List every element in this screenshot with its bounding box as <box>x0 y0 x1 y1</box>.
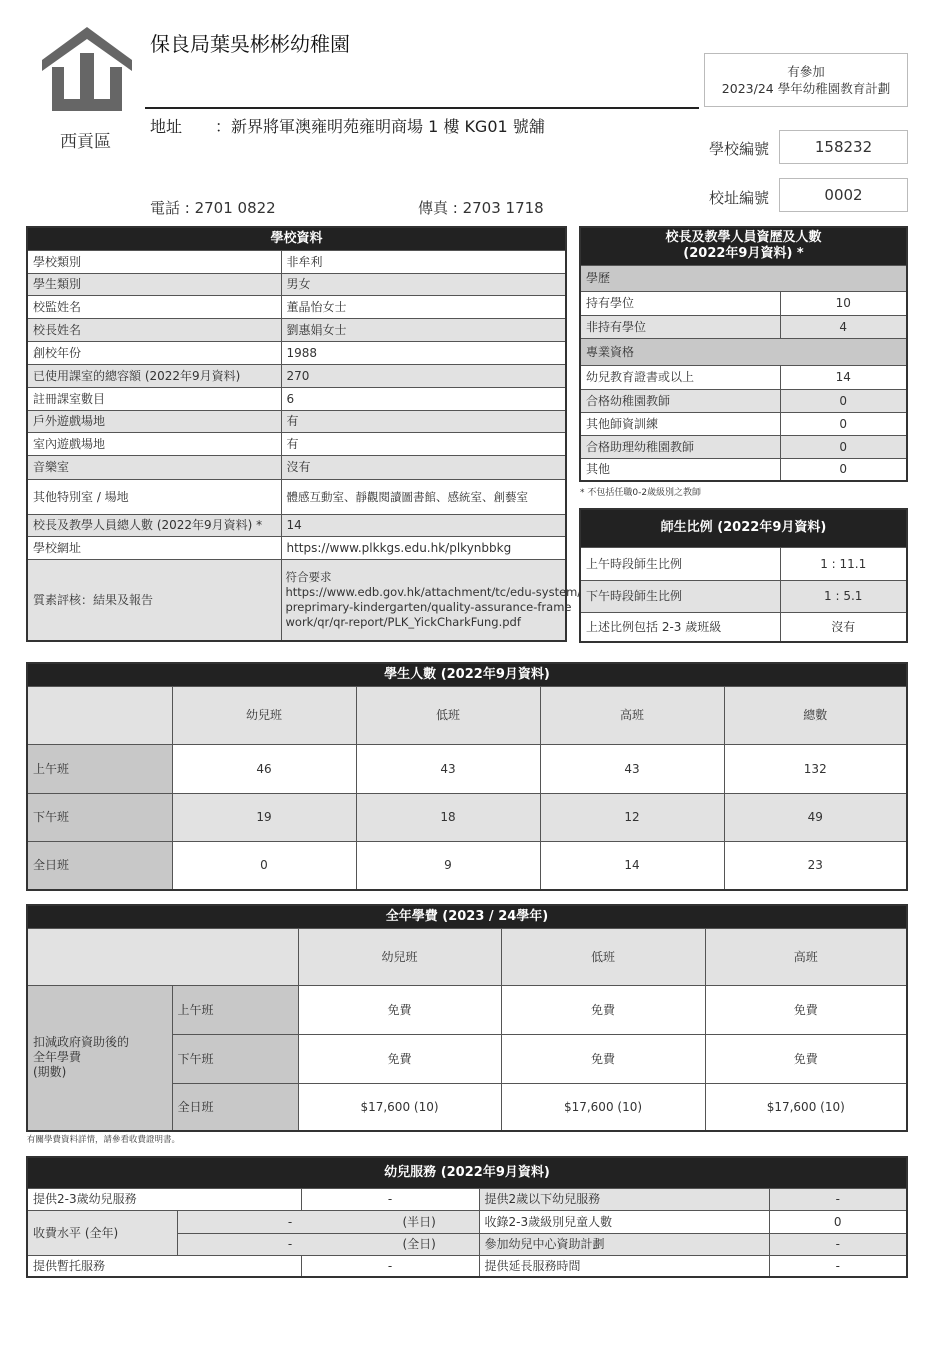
staff-value: 14 <box>780 365 907 389</box>
students-cell: 46 <box>172 744 356 793</box>
info-label: 戶外遊戲場地 <box>27 410 281 432</box>
info-value: 有 <box>281 432 566 455</box>
services-value: - <box>769 1188 907 1210</box>
fees-corner <box>27 928 298 985</box>
students-cell: 49 <box>724 793 907 841</box>
staff-value: 10 <box>780 291 907 315</box>
services-title: 幼兒服務 (2022年9月資料) <box>27 1157 907 1188</box>
services-label: 提供延長服務時間 <box>479 1255 769 1277</box>
services-label: 收錄2-3歲級別兒童人數 <box>479 1210 769 1233</box>
site-no-box: 0002 <box>779 178 908 212</box>
staff-label: 合格助理幼稚園教師 <box>580 435 780 458</box>
fee-full-value: - <box>287 1237 293 1251</box>
staff-label: 其他師資訓練 <box>580 412 780 435</box>
info-label: 學校網址 <box>27 536 281 559</box>
services-label: 參加幼兒中心資助計劃 <box>479 1233 769 1255</box>
staff-label: 其他 <box>580 458 780 481</box>
info-label: 音樂室 <box>27 455 281 479</box>
students-col-header: 總數 <box>724 686 907 744</box>
staff-title-line2: (2022年9月資料) * <box>683 246 804 262</box>
students-col-header: 高班 <box>540 686 724 744</box>
info-label: 學生類別 <box>27 273 281 295</box>
header-rule <box>145 107 699 109</box>
info-label: 創校年份 <box>27 341 281 364</box>
school-info-table <box>26 226 582 642</box>
district-label: 西貢區 <box>60 132 111 152</box>
staff-title <box>580 227 907 265</box>
qa-result: 符合要求 <box>285 569 332 584</box>
staff-label: 合格幼稚園教師 <box>580 389 780 412</box>
staff-footnote: * 不包括任職0-2歲級別之教師 <box>580 488 702 498</box>
school-no-box: 158232 <box>779 130 908 164</box>
services-value: - <box>301 1255 479 1277</box>
info-label: 其他特別室 / 場地 <box>27 479 281 514</box>
fee-level-full <box>177 1233 479 1255</box>
ratio-title: 師生比例 (2022年9月資料) <box>580 509 907 547</box>
fees-cell: $17,600 (10) <box>298 1083 501 1131</box>
students-cell: 23 <box>724 841 907 890</box>
fees-cell: 免費 <box>501 1034 705 1083</box>
students-row-label: 全日班 <box>27 841 172 890</box>
students-cell: 0 <box>172 841 356 890</box>
services-label: 提供2-3歲幼兒服務 <box>27 1188 301 1210</box>
students-corner <box>27 686 172 744</box>
info-value: 270 <box>281 364 566 387</box>
fees-title: 全年學費 (2023 / 24學年) <box>27 905 907 928</box>
info-value: 非牟利 <box>281 250 566 273</box>
info-label: 校長及教學人員總人數 (2022年9月資料) * <box>27 514 281 536</box>
fees-cell: 免費 <box>298 1034 501 1083</box>
services-value: 0 <box>769 1210 907 1233</box>
school-website-link[interactable]: https://www.plkkgs.edu.hk/plkynbbkg <box>281 536 566 559</box>
info-value: 劉惠娟女士 <box>281 318 566 341</box>
fee-full-label: (全日) <box>402 1237 436 1251</box>
info-label: 校監姓名 <box>27 295 281 318</box>
fee-half-value: - <box>287 1214 293 1229</box>
scheme-box <box>704 53 908 107</box>
fee-level-half <box>177 1210 479 1233</box>
students-row-label: 上午班 <box>27 744 172 793</box>
info-value: 1988 <box>281 341 566 364</box>
info-label: 室內遊戲場地 <box>27 432 281 455</box>
phone: 電話 : 2701 0822 <box>150 199 276 217</box>
ratio-label: 下午時段師生比例 <box>580 580 780 612</box>
students-row-label: 下午班 <box>27 793 172 841</box>
services-label: 提供2歲以下幼兒服務 <box>479 1188 769 1210</box>
services-value: - <box>769 1255 907 1277</box>
services-value: - <box>301 1188 479 1210</box>
students-cell: 43 <box>356 744 540 793</box>
students-cell: 19 <box>172 793 356 841</box>
students-cell: 132 <box>724 744 907 793</box>
staff-value: 0 <box>780 412 907 435</box>
info-value: 有 <box>281 410 566 432</box>
staff-table <box>579 226 908 482</box>
fees-cell: 免費 <box>705 985 907 1034</box>
fees-col-header: 幼兒班 <box>298 928 501 985</box>
academic-header: 學歷 <box>580 265 907 291</box>
students-cell: 14 <box>540 841 724 890</box>
school-no-label: 學校編號 <box>709 140 770 158</box>
fees-row-label: 上午班 <box>172 985 298 1034</box>
students-cell: 12 <box>540 793 724 841</box>
fees-note: 有關學費資料詳情，請參看收費證明書。 <box>27 1135 181 1145</box>
fees-table <box>26 904 908 1132</box>
staff-title-line1: 校長及教學人員資歷及人數 <box>665 230 822 246</box>
fees-row-label: 全日班 <box>172 1083 298 1131</box>
ratio-value: 1 : 11.1 <box>780 547 907 580</box>
fees-cell: $17,600 (10) <box>705 1083 907 1131</box>
ratio-table <box>579 508 908 643</box>
site-no-label: 校址編號 <box>709 189 770 207</box>
staff-label: 持有學位 <box>580 291 780 315</box>
info-label: 校長姓名 <box>27 318 281 341</box>
services-label: 提供暫托服務 <box>27 1255 301 1277</box>
students-cell: 9 <box>356 841 540 890</box>
scheme-line1: 有參加 <box>787 64 825 79</box>
info-value: 6 <box>281 387 566 410</box>
qa-label: 質素評核：結果及報告 <box>27 559 281 641</box>
fees-row-label: 下午班 <box>172 1034 298 1083</box>
info-value: 沒有 <box>281 455 566 479</box>
address: ：新界將軍澳雍明苑雍明商場 1 樓 KG01 號舖 <box>215 117 545 136</box>
staff-value: 0 <box>780 458 907 481</box>
info-label: 學校類別 <box>27 250 281 273</box>
students-table <box>26 662 908 891</box>
students-title: 學生人數 (2022年9月資料) <box>27 663 907 686</box>
scheme-line2: 2023/24 學年幼稚園教育計劃 <box>721 81 891 96</box>
info-label: 註冊課室數目 <box>27 387 281 410</box>
fees-col-header: 高班 <box>705 928 907 985</box>
info-value: 董晶怡女士 <box>281 295 566 318</box>
students-col-header: 低班 <box>356 686 540 744</box>
ratio-label: 上午時段師生比例 <box>580 547 780 580</box>
fee-half-label: (半日) <box>402 1214 436 1229</box>
info-label: 已使用課室的總容額 (2022年9月資料) <box>27 364 281 387</box>
organization-logo <box>42 27 132 112</box>
students-cell: 43 <box>540 744 724 793</box>
fees-cell: $17,600 (10) <box>501 1083 705 1131</box>
ratio-value: 沒有 <box>780 612 907 642</box>
fee-level-label: 收費水平 (全年) <box>27 1210 177 1255</box>
staff-value: 0 <box>780 435 907 458</box>
staff-value: 0 <box>780 389 907 412</box>
fees-cell: 免費 <box>501 985 705 1034</box>
students-col-header: 幼兒班 <box>172 686 356 744</box>
qa-value <box>281 559 582 641</box>
address-label: 地址 <box>150 117 183 136</box>
ratio-value: 1 : 5.1 <box>780 580 907 612</box>
staff-label: 非持有學位 <box>580 315 780 338</box>
ratio-label: 上述比例包括 2-3 歲班級 <box>580 612 780 642</box>
info-value: 14 <box>281 514 566 536</box>
professional-header: 專業資格 <box>580 338 907 365</box>
qa-report-link[interactable]: https://www.edb.gov.hk/attachment/tc/edu-system/ preprimary-kindergarten/quality-assurance-frame work/qr/qr-report/PLK_YickCharkFung.pdf <box>285 584 582 629</box>
school-name: 保良局葉吳彬彬幼稚園 <box>150 32 350 56</box>
students-cell: 18 <box>356 793 540 841</box>
info-value: 男女 <box>281 273 566 295</box>
fax: 傳真 : 2703 1718 <box>418 199 544 217</box>
fees-cell: 免費 <box>298 985 501 1034</box>
fees-col-header: 低班 <box>501 928 705 985</box>
services-value: - <box>769 1233 907 1255</box>
staff-value: 4 <box>780 315 907 338</box>
staff-label: 幼兒教育證書或以上 <box>580 365 780 389</box>
info-value: 體感互動室、靜觀閱讀圖書館、感統室、創藝室 <box>281 479 566 514</box>
fees-side-label: 扣減政府資助後的 全年學費 (期數) <box>27 985 172 1131</box>
fees-cell: 免費 <box>705 1034 907 1083</box>
services-table <box>26 1156 908 1278</box>
school-info-title: 學校資料 <box>27 227 566 250</box>
